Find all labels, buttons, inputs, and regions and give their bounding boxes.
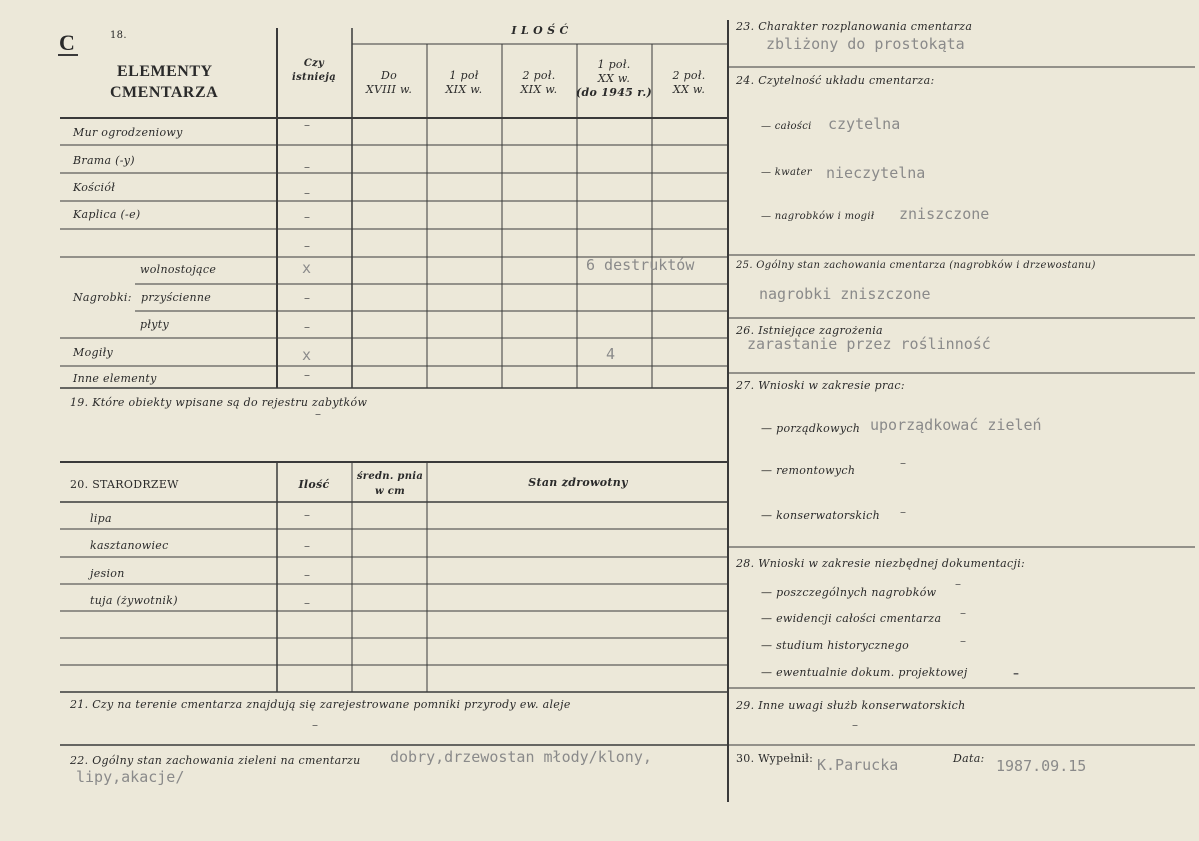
section-24-label: 24. Czytelność układu cmentarza: bbox=[736, 74, 935, 87]
ilosc-header: I L O Ś Ć bbox=[511, 24, 569, 37]
tree-label-jesion: jesion bbox=[90, 567, 125, 580]
row-exists-kaplica: – bbox=[304, 210, 310, 224]
section-28-label: 28. Wnioski w zakresie niezbędnej dokumentacji: bbox=[736, 557, 1026, 570]
section-23-label: 23. Charakter rozplanowania cmentarza bbox=[736, 20, 973, 33]
tree-value-kasztanowiec: – bbox=[304, 539, 310, 553]
col-ilosc: Ilość bbox=[298, 478, 330, 491]
row-label-mogily: Mogiły bbox=[73, 346, 114, 359]
s28-item-1-value: – bbox=[955, 577, 961, 591]
tree-value-tuja: – bbox=[304, 596, 310, 610]
section-letter: C bbox=[59, 30, 76, 55]
s27-item-2-value: – bbox=[900, 456, 906, 470]
row-label-wolnostojace: wolnostojące bbox=[140, 263, 217, 276]
period-1-line-1: Do bbox=[380, 69, 398, 82]
s24-item-3-label: — nagrobków i mogił bbox=[761, 211, 875, 222]
period-2-line-2: XIX w. bbox=[445, 83, 483, 96]
section-19-value: – bbox=[315, 407, 321, 421]
row-exists-kosciol: – bbox=[304, 186, 310, 200]
section-21-value: – bbox=[312, 718, 318, 732]
nagrobki-group-label: Nagrobki: bbox=[73, 291, 132, 304]
row-value-wolnostojace: 6 destruktów bbox=[586, 256, 695, 274]
row-exists-blank: – bbox=[304, 239, 310, 253]
section-18-title-1: ELEMENTY bbox=[117, 63, 213, 80]
s28-item-4-value: – bbox=[1013, 666, 1019, 680]
row-exists-mur: – bbox=[304, 118, 310, 132]
s24-item-1-label: — całości bbox=[761, 121, 812, 132]
row-label-brama: Brama (-y) bbox=[73, 154, 135, 167]
tree-value-jesion: – bbox=[304, 568, 310, 582]
section-22-label: 22. Ogólny stan zachowania zieleni na cmentarzu bbox=[70, 754, 361, 767]
section-26-label: 26. Istniejące zagrożenia bbox=[736, 324, 883, 337]
tree-label-lipa: lipa bbox=[90, 512, 112, 525]
period-4-line-3: (do 1945 r.) bbox=[576, 86, 652, 99]
period-1-line-2: XVIII w. bbox=[365, 83, 413, 96]
row-value-mogily: 4 bbox=[606, 345, 616, 363]
section-29-label: 29. Inne uwagi służb konserwatorskich bbox=[736, 699, 966, 712]
s28-item-4-label: — ewentualnie dokum. projektowej bbox=[761, 666, 968, 679]
row-exists-plyty: – bbox=[304, 320, 310, 334]
s24-item-2-label: — kwater bbox=[761, 167, 812, 178]
row-exists-mogily: x bbox=[302, 346, 312, 364]
s27-item-3-label: — konserwatorskich bbox=[761, 509, 881, 522]
date-label: Data: bbox=[953, 752, 985, 765]
section-27-label: 27. Wnioski w zakresie prac: bbox=[736, 379, 905, 392]
period-3-line-1: 2 poł. bbox=[522, 69, 556, 82]
section-29-value: – bbox=[852, 718, 858, 732]
period-4-line-2: XX w. bbox=[597, 72, 631, 85]
s24-item-2-value: nieczytelna bbox=[826, 164, 926, 182]
s28-item-1-label: — poszczególnych nagrobków bbox=[761, 586, 937, 599]
row-label-mur: Mur ogrodzeniowy bbox=[73, 126, 183, 139]
s27-item-1-label: — porządkowych bbox=[761, 422, 861, 435]
s24-item-3-value: zniszczone bbox=[899, 205, 990, 223]
tree-value-lipa: – bbox=[304, 508, 310, 522]
section-21-label: 21. Czy na terenie cmentarza znajdują się zarejestrowane pomniki przyrody ew. aleje bbox=[70, 698, 571, 711]
period-3-line-2: XIX w. bbox=[520, 83, 558, 96]
row-label-kaplica: Kaplica (-e) bbox=[73, 208, 141, 221]
s27-item-1-value: uporządkować zieleń bbox=[870, 416, 1042, 434]
s28-item-3-value: – bbox=[960, 634, 966, 648]
s28-item-3-label: — studium historycznego bbox=[761, 639, 910, 652]
tree-label-tuja: tuja (żywotnik) bbox=[90, 594, 178, 607]
period-5-line-2: XX w. bbox=[672, 83, 706, 96]
row-exists-inne: – bbox=[304, 368, 310, 382]
section-25-label: 25. Ogólny stan zachowania cmentarza (nagrobków i drzewostanu) bbox=[736, 260, 1096, 271]
period-5-line-1: 2 poł. bbox=[672, 69, 706, 82]
col-exists-1: Czy bbox=[303, 58, 325, 69]
col-health: Stan zdrowotny bbox=[528, 476, 628, 489]
row-label-kosciol: Kościół bbox=[73, 181, 116, 194]
period-2-line-1: 1 poł bbox=[449, 69, 479, 82]
section-26-value: zarastanie przez roślinność bbox=[747, 335, 991, 353]
section-22-value-2: lipy,akacje/ bbox=[76, 768, 185, 786]
row-label-inne: Inne elementy bbox=[73, 372, 157, 385]
s28-item-2-value: – bbox=[960, 606, 966, 620]
section-30-value: K.Parucka bbox=[817, 756, 899, 774]
col-exists-2: istnieją bbox=[292, 72, 336, 83]
section-18-title-2: CMENTARZA bbox=[110, 84, 219, 101]
col-diam-2: w cm bbox=[375, 486, 405, 497]
row-exists-wolnostojace: x bbox=[302, 259, 312, 277]
period-4-line-1: 1 poł. bbox=[597, 58, 631, 71]
date-value: 1987.09.15 bbox=[996, 757, 1087, 775]
section-25-value: nagrobki zniszczone bbox=[759, 285, 931, 303]
s28-item-2-label: — ewidencji całości cmentarza bbox=[761, 612, 942, 625]
section-22-value-1: dobry,drzewostan młody/klony, bbox=[390, 748, 652, 766]
s27-item-3-value: – bbox=[900, 505, 906, 519]
row-exists-brama: – bbox=[304, 160, 310, 174]
section-30-label: 30. Wypełnił: bbox=[736, 752, 814, 765]
row-exists-przyscienne: – bbox=[304, 291, 310, 305]
section-23-value: zbliżony do prostokąta bbox=[766, 35, 965, 53]
s27-item-2-label: — remontowych bbox=[761, 464, 856, 477]
s24-item-1-value: czytelna bbox=[828, 115, 901, 133]
row-label-przyscienne: przyścienne bbox=[141, 291, 212, 304]
row-label-plyty: płyty bbox=[140, 318, 169, 331]
section-19-label: 19. Które obiekty wpisane są do rejestru zabytków bbox=[70, 396, 368, 409]
section-18-number: 18. bbox=[110, 30, 127, 41]
section-20-label: 20. STARODRZEW bbox=[70, 478, 179, 491]
col-diam-1: średn. pnia bbox=[356, 471, 424, 482]
tree-label-kasztanowiec: kasztanowiec bbox=[90, 539, 169, 552]
